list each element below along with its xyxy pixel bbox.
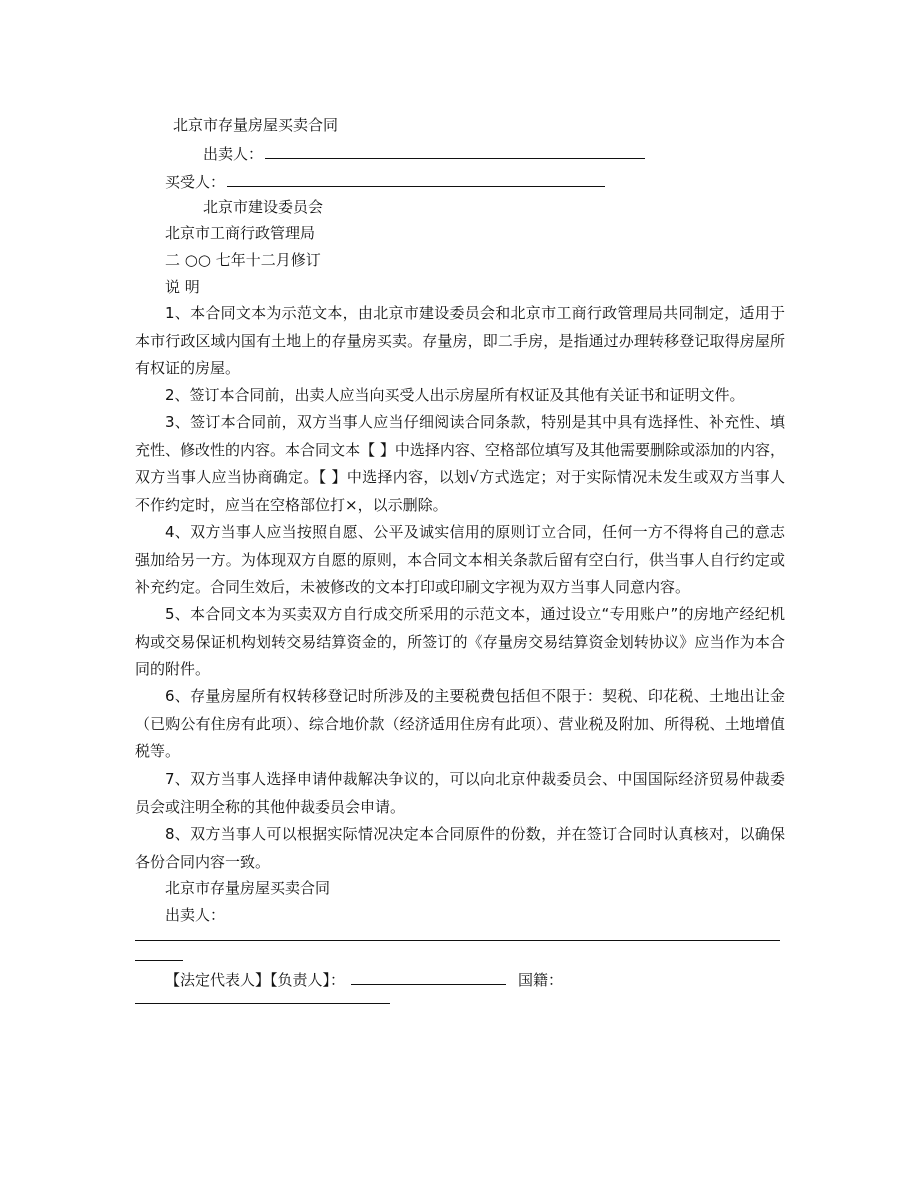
note-3: 3、签订本合同前，双方当事人应当仔细阅读合同条款，特别是其中具有选择性、补充性、填充性、修改性的内容。本合同文本【 】中选择内容、空格部位填写及其他需要删除或添加的内容，双方当事人应当协商确定。【 】中选择内容，以划√方式选定；对于实际情况未发生或双方当事人不作约定时，应当在空格部位打×，以示删除。 <box>135 413 785 514</box>
note-6: 6、存量房屋所有权转移登记时所涉及的主要税费包括但不限于：契税、印花税、土地出让金（已购公有住房有此项）、综合地价款（经济适用住房有此项）、营业税及附加、所得税、土地增值税等。 <box>135 687 785 760</box>
note-8: 8、双方当事人可以根据实际情况决定本合同原件的份数，并在签订合同时认真核对，以确保各份合同内容一致。 <box>135 825 785 871</box>
cover-buyer-blank[interactable] <box>227 170 605 187</box>
note-1: 1、本合同文本为示范文本，由北京市建设委员会和北京市工商行政管理局共同制定，适用于本市行政区域内国有土地上的存量房买卖。存量房，即二手房，是指通过办理转移登记取得房屋所有权证的房屋。 <box>135 304 785 377</box>
contract-seller-label: 出卖人： <box>165 906 226 924</box>
contract-nationality-blank[interactable] <box>135 1003 390 1004</box>
contract-seller-blank-line-2[interactable] <box>135 960 183 961</box>
cover-org-construction: 北京市建设委员会 <box>203 198 324 216</box>
note-4: 4、双方当事人应当按照自愿、公平及诚实信用的原则订立合同，任何一方不得将自己的意志强加给另一方。为体现双方自愿的原则，本合同文本相关条款后留有空白行，供当事人自行约定或补充约定。合同生效后，未被修改的文本打印或印刷文字视为双方当事人同意内容。 <box>135 523 785 596</box>
note-7: 7、双方当事人选择申请仲裁解决争议的，可以向北京仲裁委员会、中国国际经济贸易仲裁委员会或注明全称的其他仲裁委员会申请。 <box>135 770 785 816</box>
notes-title: 说 明 <box>165 278 200 296</box>
contract-rep-label: 【法定代表人】【负责人】： <box>165 971 346 989</box>
contract-rep-line <box>165 968 563 990</box>
contract-nationality-label: 国籍： <box>518 971 564 989</box>
contract-seller-blank-line-1[interactable] <box>135 940 780 941</box>
cover-revision-date: 二 ○○ 七年十二月修订 <box>165 251 321 269</box>
cover-seller-label: 出卖人： <box>203 145 264 163</box>
cover-title: 北京市存量房屋买卖合同 <box>173 116 339 134</box>
contract-title: 北京市存量房屋买卖合同 <box>165 879 331 897</box>
cover-buyer-label: 买受人： <box>165 173 226 191</box>
cover-seller-line <box>203 142 645 164</box>
note-2: 2、签订本合同前，出卖人应当向买受人出示房屋所有权证及其他有关证书和证明文件。 <box>165 386 745 404</box>
contract-rep-blank[interactable] <box>351 968 506 985</box>
cover-buyer-line <box>165 170 605 192</box>
cover-org-commerce: 北京市工商行政管理局 <box>165 224 316 242</box>
note-5: 5、本合同文本为买卖双方自行成交所采用的示范文本，通过设立“专用账户”的房地产经纪机构或交易保证机构划转交易结算资金的，所签订的《存量房交易结算资金划转协议》应当作为本合同的附件。 <box>135 605 785 678</box>
cover-seller-blank[interactable] <box>265 142 645 159</box>
